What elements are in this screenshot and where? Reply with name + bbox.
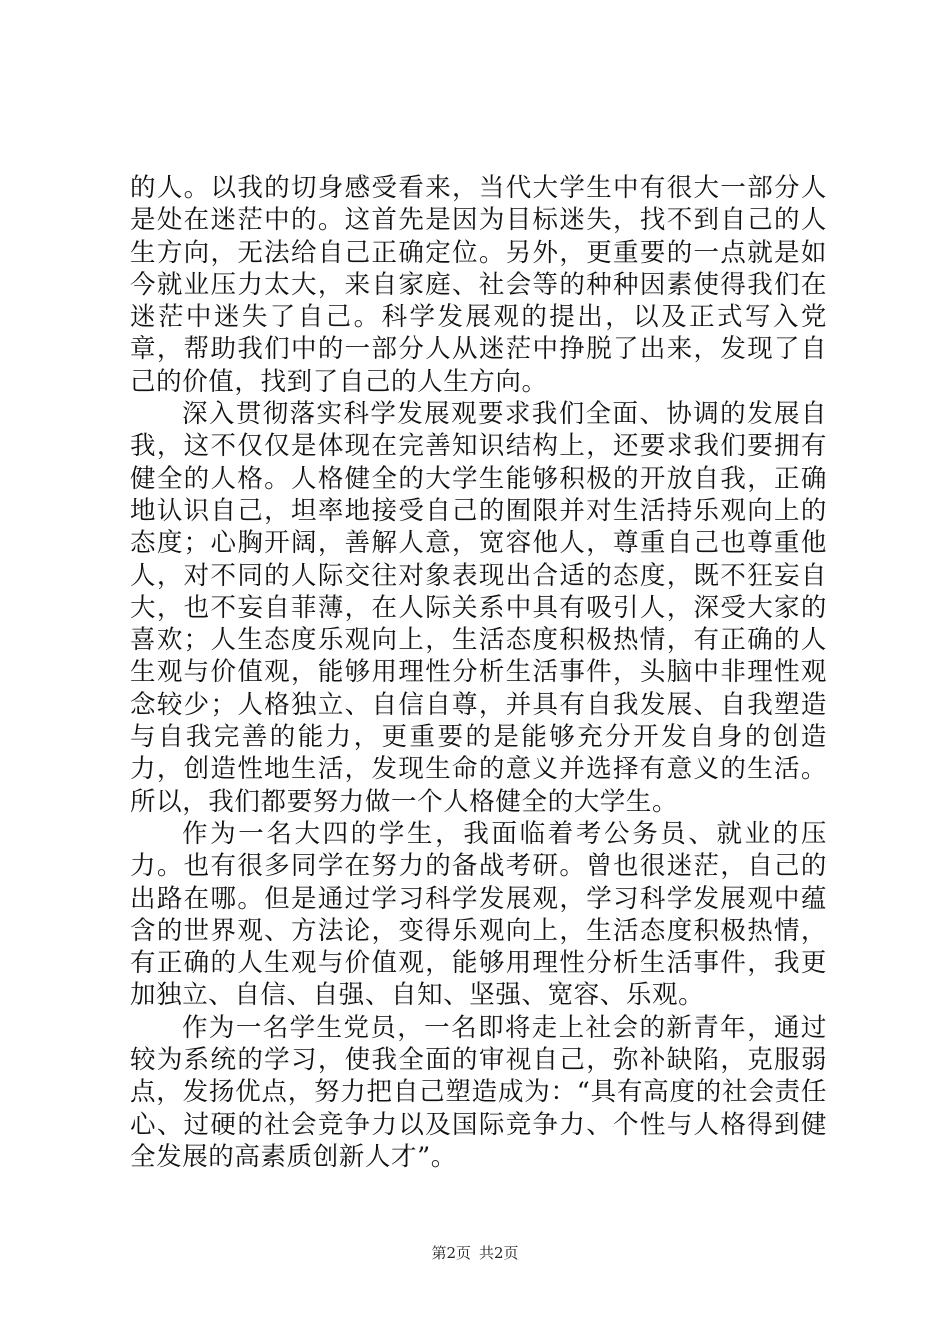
paragraph: 作为一名大四的学生，我面临着考公务员、就业的压力。也有很多同学在努力的备战考研。曾也很迷茫，自己的出路在哪。但是通过学习科学发展观，学习科学发展观中蕴含的世界观、方法论，变得乐观向上，生活态度积极热情，有正确的人生观与价值观，能够用理性分析生活事件，我更加独立、自信、自强、自知、坚强、宽容、乐观。 (130, 818, 827, 1011)
paragraph: 作为一名学生党员，一名即将走上社会的新青年，通过较为系统的学习，使我全面的审视自己，弥补缺陷，克服弱点，发扬优点，努力把自己塑造成为：“具有高度的社会责任心、过硬的社会竞争力以及国际竞争力、个性与人格得到健全发展的高素质创新人才”。 (130, 1012, 827, 1172)
paragraph-continuation: 的人。以我的切身感受看来，当代大学生中有很大一部分人是处在迷茫中的。这首先是因为目标迷失，找不到自己的人生方向，无法给自己正确定位。另外，更重要的一点就是如今就业压力太大，来自家庭、社会等的种种因素使得我们在迷茫中迷失了自己。科学发展观的提出，以及正式写入党章，帮助我们中的一部分人从迷茫中挣脱了出来，发现了自己的价值，找到了自己的人生方向。 (130, 173, 827, 397)
document-body (130, 172, 827, 1173)
page-footer (0, 1243, 950, 1263)
paragraph: 深入贯彻落实科学发展观要求我们全面、协调的发展自我，这不仅仅是体现在完善知识结构上，还要求我们要拥有健全的人格。人格健全的大学生能够积极的开放自我，正确地认识自己，坦率地接受自己的囿限并对生活持乐观向上的态度；心胸开阔，善解人意，宽容他人，尊重自己也尊重他人，对不同的人际交往对象表现出合适的态度，既不狂妄自大，也不妄自菲薄，在人际关系中具有吸引人，深受大家的喜欢；人生态度乐观向上，生活态度积极热情，有正确的人生观与价值观，能够用理性分析生活事件，头脑中非理性观念较少；人格独立、自信自尊，并具有自我发展、自我塑造与自我完善的能力，更重要的是能够充分开发自身的创造力，创造性地生活，发现生命的意义并选择有意义的生活。所以，我们都要努力做一个人格健全的大学生。 (130, 399, 827, 817)
page-number-total: 共2页 (479, 1244, 519, 1262)
page-number-current: 第2页 (431, 1244, 471, 1262)
